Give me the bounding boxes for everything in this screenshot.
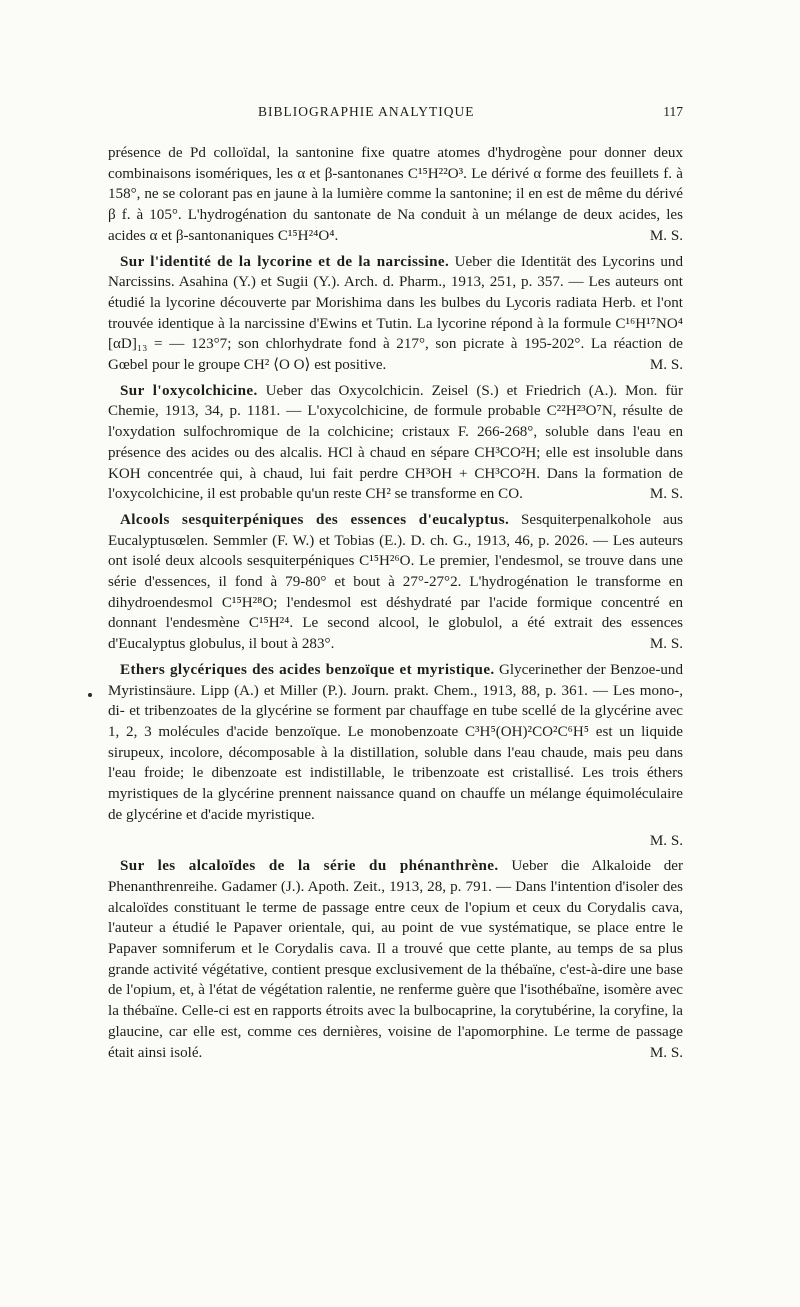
entry-text: Ueber die Identität des Lycorins und Narcissins. Asahina (Y.) et Sugii (Y.). Arch. d. Pharm., 1913, 251, p. 357. — Les auteurs ont étudié la lycorine découverte par Morishima dans les bulbes du Lycoris radiata Herb. et l'ont trouvée identique à la narcissine d'Ewins et Tutin. La lycorine répond à la formule C¹⁶H¹⁷NO⁴ [αD]₁₃ = — 123°7; son chlorhydrate fond à 217°, son picrate à 195-202°. La réaction de Gœbel pour le groupe CH² ⟨O O⟩ est positive. (108, 253, 684, 374)
entry-title: Sur les alcaloïdes de la série du phénanthrène. (120, 858, 499, 875)
entry-signature: M. S. (649, 486, 683, 503)
entry-signature: M. S. (649, 1044, 683, 1061)
entry-signature: M. S. (649, 636, 683, 653)
entry-glyceric-ethers (108, 660, 683, 826)
entry-title: Alcools sesquiterpéniques des essences d'eucalyptus. (120, 511, 510, 528)
entry-text: Sesquiterpenalkohole aus Eucalyptusœlen. Semmler (F. W.) et Tobias (E.). D. ch. G., 1913, 46, p. 2026. — Les auteurs ont isolé deux alcools sesquiterpéniques C¹⁵H²⁶O. Le premier, l'endesmol, se trouve dans une série d'essences, il fond à 79-80° et bout à 27°-27°2. L'hydrogénation le transforme en dihydroendesmol C¹⁵H²⁸O; l'endesmol est déshydraté par l'acide formique concentré en donnant l'endesmène C¹⁵H²⁴. Le second alcool, le globulol, a été extrait des essences d'Eucalyptus globulus, il bout à 283°. (108, 511, 683, 653)
entry-text: Ueber die Alkaloide der Phenanthrenreihe. Gadamer (J.). Apoth. Zeit., 1913, 28, p. 791. — Dans l'intention d'isoler des alcaloïdes constituant le terme de passage entre ceux de l'opium et ceux du Corydalis cava, l'auteur a étudié le Papaver orientale, qui, au point de vue systématique, se place entre le Papaver somniferum et le Corydalis cava. Il a trouvé que cette plante, au temps de sa plus grande activité végétative, contient presque exclusivement de la thébaïne, c'est-à-dire une base de l'opium, et, à l'état de végétation ralentie, ne renferme guère que l'isothébaïne, isomère avec la thébaïne. Celle-ci est en rapports étroits avec la bulbocaprine, la corytubérine, la coryfine, la glaucine, car elle est, comme ces dernières, voisine de l'apomorphine. Le terme de passage était ainsi isolé. (108, 858, 683, 1061)
entry-phenanthrene (108, 856, 683, 1063)
entry-text: Glycerinether der Benzoe-und Myristinsäure. Lipp (A.) et Miller (P.). Journ. prakt. Chem., 1913, 88, p. 361. — Les mono-, di- et tribenzoates de la glycérine se forment par chauffage en tube scellé de la glycérine avec 1, 2, 3 molécules d'acide benzoïque. Le monobenzoate C³H⁵(OH)²CO²C⁶H⁵ est un liquide sirupeux, incolore, décomposable à la distillation, soluble dans l'eau chaude, mais peu dans l'eau froide; le dibenzoate est indistillable, le tribenzoate est cristallisé. Les trois éthers myristiques de la glycérine prennent naissance quand on chauffe un mélange équimoléculaire de glycérine et d'acide myristique. (108, 661, 683, 823)
entry-continuation (108, 143, 683, 247)
entry-signature: M. S. (649, 227, 683, 244)
entry-signature: M. S. (649, 832, 683, 849)
entry-signature: M. S. (649, 357, 683, 374)
entry-lycorine (108, 252, 683, 376)
entry-title: Ethers glycériques des acides benzoïque et myristique. (120, 661, 495, 678)
running-header (108, 104, 683, 124)
entry-title: Sur l'identité de la lycorine et de la narcissine. (120, 253, 450, 270)
entry-text: présence de Pd colloïdal, la santonine fixe quatre atomes d'hydrogène pour donner deux combinaisons isomériques, les α et β-santonanes C¹⁵H²²O³. Le dérivé α forme des feuillets f. à 158°, ne se colorant pas en jaune à la lumière comme la santonine; il en est de même du dérivé β f. à 105°. L'hydrogénation du santonate de Na conduit à un mélange de deux acides, les acides α et β-santonaniques C¹⁵H²⁴O⁴. (108, 145, 683, 244)
header-title: BIBLIOGRAPHIE ANALYTIQUE (258, 104, 475, 119)
entry-eucalyptus (108, 510, 683, 655)
entry-text: Ueber das Oxycolchicin. Zeisel (S.) et Friedrich (A.). Mon. für Chemie, 1913, 34, p. 1181. — L'oxycolchicine, de formule probable C²²H²³O⁷N, résulte de l'oxydation sulfochromique de la colchicine; cristaux F. 266-268°, soluble dans l'eau en présence des acides ou des alcalis. HCl à chaud en sépare CH³CO²H; elle est insoluble dans KOH concentrée qui, à chaud, lui fait perdre CH³OH + CH³CO²H. Dans la formation de l'oxycolchicine, il est probable qu'un reste CH² se transforme en CO. (108, 382, 683, 503)
entry-title: Sur l'oxycolchicine. (120, 382, 258, 399)
entry-oxycolchicine (108, 381, 683, 505)
page-number: 117 (663, 104, 683, 119)
page-body (108, 143, 683, 1068)
margin-mark (88, 693, 92, 697)
